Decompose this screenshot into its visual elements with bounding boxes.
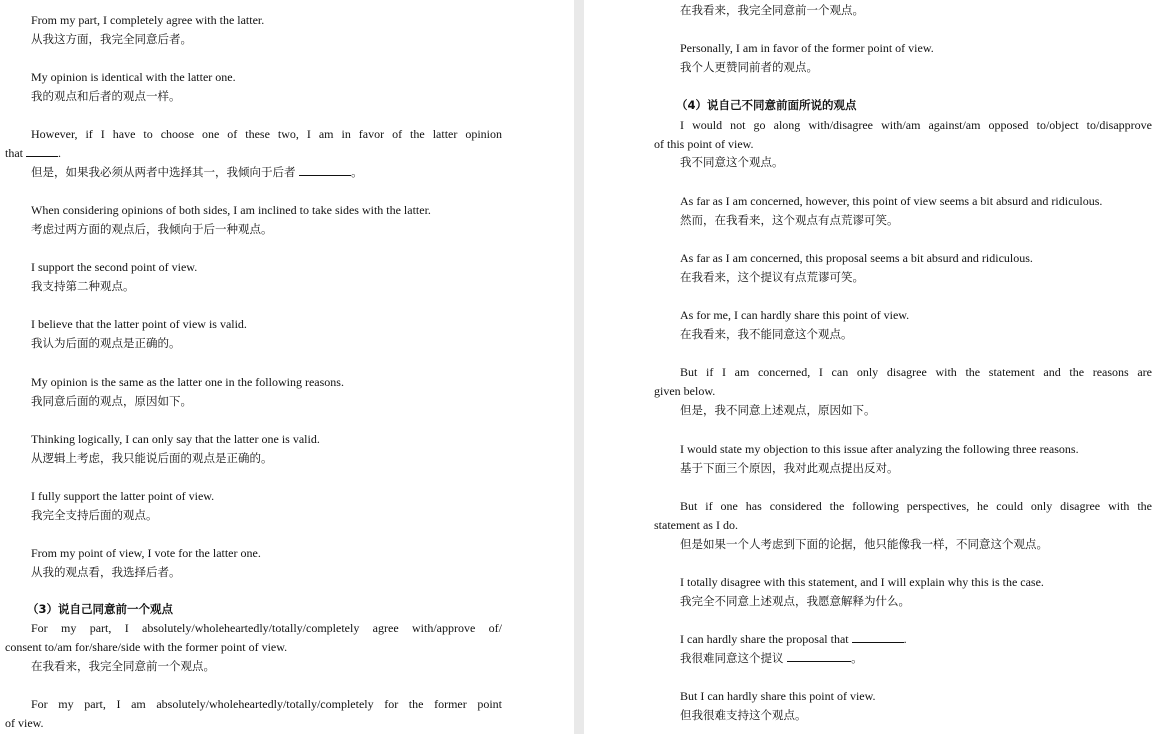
text-line: 我认为后面的观点是正确的。 xyxy=(31,336,181,350)
text-span: I can hardly share the proposal that xyxy=(680,632,849,646)
text-line: 然而，在我看来，这个观点有点荒谬可笑。 xyxy=(680,213,899,227)
text-line: consent to/am for/share/side with the former point of view. xyxy=(5,640,288,654)
text-line: 我不同意这个观点。 xyxy=(680,155,784,169)
text-line: 我的观点和后者的观点一样。 xyxy=(31,89,181,103)
text-line: 我个人更赞同前者的观点。 xyxy=(680,60,818,74)
text-line: 但是，我不同意上述观点，原因如下。 xyxy=(680,403,876,417)
text-line: 但是如果一个人考虑到下面的论据，他只能像我一样，不同意这个观点。 xyxy=(680,537,1048,551)
text-span: 我很难同意这个提议 xyxy=(680,651,784,665)
fill-in-line xyxy=(680,651,863,666)
text-line: 考虑过两方面的观点后，我倾向于后一种观点。 xyxy=(31,222,273,236)
text-line: Personally, I am in favor of the former point of view. xyxy=(680,41,934,55)
section-heading: （4）说自己不同意前面所说的观点 xyxy=(676,98,857,112)
text-line: I totally disagree with this statement, and I will explain why this is the case. xyxy=(680,575,1044,589)
text-line: I would state my objection to this issue after analyzing the following three reasons. xyxy=(680,442,1079,456)
text-line: Thinking logically, I can only say that the latter one is valid. xyxy=(31,432,320,446)
text-line: statement as I do. xyxy=(654,518,738,532)
fill-in-line xyxy=(31,165,363,180)
fill-in-line xyxy=(680,632,907,647)
text-line: I support the second point of view. xyxy=(31,260,198,274)
text-line: For my part, I am absolutely/wholeheartedly/totally/completely for the former point xyxy=(31,697,502,711)
text-line: As far as I am concerned, this proposal seems a bit absurd and ridiculous. xyxy=(680,251,1033,265)
text-line: But if I am concerned, I can only disagree with the statement and the reasons are xyxy=(680,365,1152,379)
text-line: 我支持第二种观点。 xyxy=(31,279,135,293)
text-line: From my point of view, I vote for the latter one. xyxy=(31,546,261,560)
right-page xyxy=(584,0,1158,734)
text-line: But if one has considered the following perspectives, he could only disagree with the xyxy=(680,499,1152,513)
text-line: But I can hardly share this point of view. xyxy=(680,689,876,703)
text-line: 但我很难支持这个观点。 xyxy=(680,708,807,722)
text-line: From my part, I completely agree with the latter. xyxy=(31,13,265,27)
blank-underline xyxy=(26,146,58,157)
text-line: As for me, I can hardly share this point of view. xyxy=(680,308,910,322)
text-line: 我完全支持后面的观点。 xyxy=(31,508,158,522)
text-line: As far as I am concerned, however, this point of view seems a bit absurd and ridiculous. xyxy=(680,194,1103,208)
text-line: I fully support the latter point of view. xyxy=(31,489,215,503)
text-span: 。 xyxy=(851,651,863,665)
text-line: When considering opinions of both sides, I am inclined to take sides with the latter. xyxy=(31,203,431,217)
text-line: of this point of view. xyxy=(654,137,754,151)
text-span: 但是，如果我必须从两者中选择其一，我倾向于后者 xyxy=(31,165,296,179)
text-span: . xyxy=(58,146,61,160)
text-line: 从我的观点看，我选择后者。 xyxy=(31,565,181,579)
text-line: My opinion is the same as the latter one in the following reasons. xyxy=(31,375,344,389)
text-span: that xyxy=(5,146,23,160)
text-line: of view. xyxy=(5,716,44,730)
text-line: 在我看来，这个提议有点荒谬可笑。 xyxy=(680,270,864,284)
fill-in-line xyxy=(5,146,61,161)
text-line: 从我这方面，我完全同意后者。 xyxy=(31,32,192,46)
blank-underline xyxy=(852,632,904,643)
text-line: 在我看来，我完全同意前一个观点。 xyxy=(680,3,864,17)
text-span: 。 xyxy=(351,165,363,179)
text-span: . xyxy=(903,632,907,646)
text-line: For my part, I absolutely/wholeheartedly/totally/completely agree with/approve of/ xyxy=(31,621,502,635)
blank-underline xyxy=(299,165,351,176)
text-line: 基于下面三个原因，我对此观点提出反对。 xyxy=(680,461,899,475)
text-line: 我完全不同意上述观点，我愿意解释为什么。 xyxy=(680,594,910,608)
text-line: I believe that the latter point of view is valid. xyxy=(31,317,247,331)
text-line: given below. xyxy=(654,384,716,398)
section-heading: （3）说自己同意前一个观点 xyxy=(27,602,174,616)
text-line: 在我看来，我不能同意这个观点。 xyxy=(680,327,853,341)
text-line: 在我看来，我完全同意前一个观点。 xyxy=(31,659,215,673)
left-page xyxy=(0,0,574,734)
text-line: I would not go along with/disagree with/am against/am opposed to/object to/disapprove xyxy=(680,118,1152,132)
text-line: My opinion is identical with the latter one. xyxy=(31,70,236,84)
text-line: 我同意后面的观点，原因如下。 xyxy=(31,394,192,408)
text-line: 从逻辑上考虑，我只能说后面的观点是正确的。 xyxy=(31,451,273,465)
blank-underline xyxy=(787,651,851,662)
text-line: However, if I have to choose one of these two, I am in favor of the latter opinion xyxy=(31,127,502,141)
